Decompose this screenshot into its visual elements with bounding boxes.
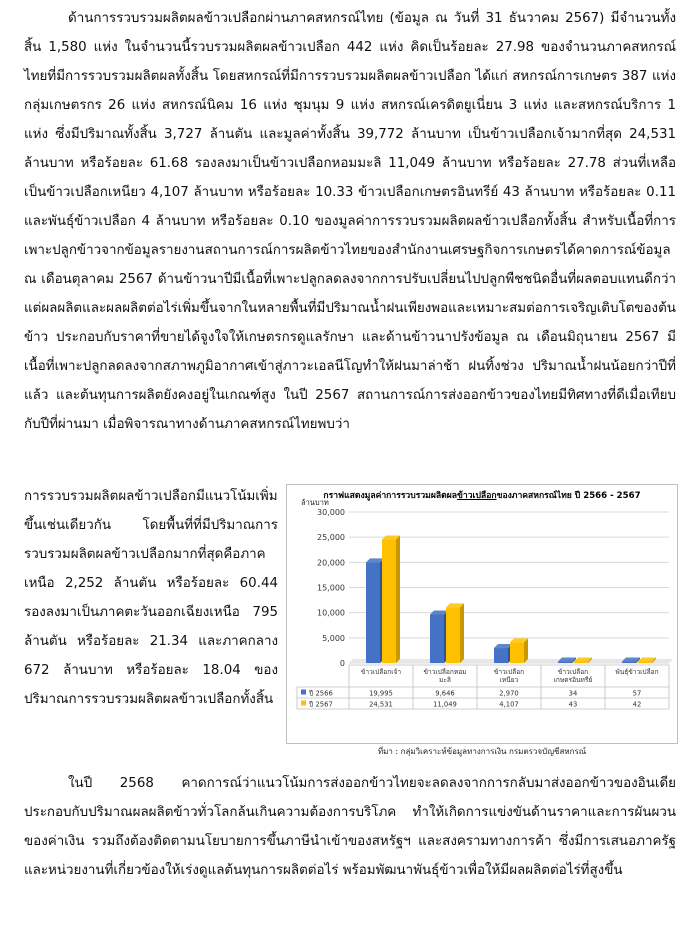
y-tick-label: 30,000 bbox=[317, 508, 345, 517]
data-value-label: 19,995 bbox=[369, 689, 393, 698]
category-label: ข้าวเปลือก bbox=[557, 668, 589, 676]
data-value-label: 57 bbox=[632, 689, 642, 698]
y-tick-label: 5,000 bbox=[322, 633, 345, 643]
category-label: พันธุ์ข้าวเปลือก bbox=[615, 668, 659, 676]
y-tick-label: 25,000 bbox=[317, 533, 345, 543]
bar-1 bbox=[446, 607, 460, 663]
category-label: เหนียว bbox=[499, 676, 519, 684]
bar-0 bbox=[558, 662, 572, 664]
bar-0 bbox=[622, 662, 636, 664]
data-value-label: 9,646 bbox=[435, 689, 455, 698]
chart-source: ที่มา : กลุ่มวิเคราะห์ข้อมูลทางการเงิน กรมตรวจบัญชีสหกรณ์ bbox=[377, 747, 587, 756]
bar-side bbox=[460, 603, 464, 663]
rice-value-chart bbox=[286, 484, 678, 744]
data-value-label: 43 bbox=[568, 700, 578, 709]
chart-plot bbox=[287, 485, 677, 743]
legend-label: ปี 2567 bbox=[309, 700, 333, 709]
bar-1 bbox=[510, 642, 524, 663]
bar-side bbox=[524, 638, 528, 663]
category-label: ข้าวเปลือกหอม bbox=[423, 668, 467, 676]
bar-0 bbox=[494, 648, 508, 663]
bar-side bbox=[396, 536, 400, 663]
data-value-label: 2,970 bbox=[499, 689, 519, 698]
category-label: ข้าวเปลือก bbox=[493, 668, 525, 676]
y-axis-title: ล้านบาท bbox=[301, 498, 329, 507]
legend-label: ปี 2566 bbox=[309, 689, 333, 698]
bar-1 bbox=[574, 662, 588, 664]
category-label: เกษตรอินทรีย์ bbox=[553, 676, 593, 684]
paragraph-outlook: ในปี 2568 คาดการณ์ว่าแนวโน้มการส่งออกข้าวไทยจะลดลงจากการกลับมาส่งออกข้าวของอินเดียประกอบกับปริมาณผลผลิตข้าวทั่วโลกล้นเกินความต้องการบริโภค ทำให้เกิดการแข่งขันด้านราคาและการผันผวนของค่าเงิน รวมถึงต้องติดตามนโยบายการขึ้นภาษีนำเข้าของสหรัฐฯ และสงครามทางการค้า ซึ่งมีการเสนอภาครัฐและหน่วยงานที่เกี่ยวข้องให้เร่งดูแลต้นทุนการผลิตต่อไร่ พร้อมพัฒนาพันธุ์ข้าวเพื่อให้มีผลผลิตต่อไร่ที่สูงขึ้น bbox=[24, 776, 676, 878]
bar-0 bbox=[430, 614, 444, 663]
chart-title-post: ของภาคสหกรณ์ไทย ปี 2566 - 2567 bbox=[496, 491, 641, 501]
legend-swatch-1 bbox=[301, 701, 306, 706]
paragraph-regional: การรวบรวมผลิตผลข้าวเปลือกมีแนวโน้มเพิ่มขึ้นเช่นเดียวกัน โดยพื้นที่ที่มีปริมาณการรวบรวมผลิตผลข้าวเปลือกมากที่สุดคือภาคเหนือ 2,252 ล้านตัน หรือร้อยละ 60.44 รองลงมาเป็นภาคตะวันออกเฉียงเหนือ 795 ล้านตัน หรือร้อยละ 21.34 และภาคกลาง 672 ล้านบาท หรือร้อยละ 18.04 ของปริมาณการรวบรวมผลิตผลข้าวเปลือกทั้งสิ้น bbox=[24, 489, 278, 707]
category-label: ข้าวเปลือกเจ้า bbox=[360, 668, 402, 676]
bar-1 bbox=[382, 540, 396, 663]
data-value-label: 11,049 bbox=[433, 700, 457, 709]
bar-1 bbox=[638, 662, 652, 664]
chart-title-pre: กราฟแสดงมูลค่าการรวบรวมผลิตผล bbox=[323, 491, 458, 501]
paragraph-intro: ด้านการรวบรวมผลิตผลข้าวเปลือกผ่านภาคสหกรณ์ไทย (ข้อมูล ณ วันที่ 31 ธันวาคม 2567) มีจำนวนทั้งสิ้น 1,580 แห่ง ในจำนวนนี้รวบรวมผลิตผลข้าวเปลือก 442 แห่ง คิดเป็นร้อยละ 27.98 ของจำนวนภาคสหกรณ์ไทยที่มีการรวบรวมผลิตผลทั้งสิ้น โดยสหกรณ์ที่มีการรวบรวมผลิตผลข้าวเปลือก ได้แก่ สหกรณ์การเกษตร 387 แห่ง กลุ่มเกษตรกร 26 แห่ง สหกรณ์นิคม 16 แห่ง ชุมนุม 9 แห่ง สหกรณ์เครดิตยูเนี่ยน 3 แห่ง และสหกรณ์บริการ 1 แห่ง ซึ่งมีปริมาณทั้งสิ้น 3,727 ล้านตัน และมูลค่าทั้งสิ้น 39,772 ล้านบาท เป็นข้าวเปลือกเจ้ามากที่สุด 24,531 ล้านบาท หรือร้อยละ 61.68 รองลงมาเป็นข้าวเปลือกหอมมะลิ 11,049 ล้านบาท หรือร้อยละ 27.78 ส่วนที่เหลือเป็นข้าวเปลือกเหนียว 4,107 ล้านบาท หรือร้อยละ 10.33 ข้าวเปลือกเกษตรอินทรีย์ 43 ล้านบาท หรือร้อยละ 0.11 และพันธุ์ข้าวเปลือก 4 ล้านบาท หรือร้อยละ 0.10 ของมูลค่าการรวบรวมผลิตผลข้าวเปลือกทั้งสิ้น สำหรับเนื้อที่การเพาะปลูกข้าวจากข้อมูลรายงานสถานการณ์การผลิตข้าวไทยของสำนักงานเศรษฐกิจการเกษตรได้คาดการณ์ข้อมูล ณ เดือนตุลาคม 2567 ด้านข้าวนาปีมีเนื้อที่เพาะปลูกลดลงจากการปรับเปลี่ยนไปปลูกพืชชนิดอื่นที่ผลตอบแทนดีกว่า แต่ผลผลิตและผลผลิตต่อไร่เพิ่มขึ้นจากในหลายพื้นที่มีปริมาณน้ำฝนเพียงพอและเหมาะสมต่อการเจริญเติบโตของต้นข้าว ประกอบกับราคาที่ขายได้จูงใจให้เกษตรกรดูแลรักษา และด้านข้าวนาปรังข้อมูล ณ เดือนมิถุนายน 2567 มีเนื้อที่เพาะปลูกลดลงจากสภาพภูมิอากาศเข้าสู่ภาวะเอลนีโญทำให้ฝนมาล่าช้า ฝนทิ้งช่วง ปริมาณน้ำฝนน้อยกว่าปีที่แล้ว และต้นทุนการผลิตยังคงอยู่ในเกณฑ์สูง ในปี 2567 สถานการณ์การส่งออกข้าวของไทยมีทิศทางที่ดีเมื่อเทียบกับปีที่ผ่านมา เมื่อพิจารณาทางด้านภาคสหกรณ์ไทยพบว่า bbox=[24, 11, 676, 432]
y-tick-label: 15,000 bbox=[317, 583, 345, 593]
data-value-label: 34 bbox=[568, 689, 578, 698]
data-value-label: 24,531 bbox=[369, 700, 393, 709]
data-value-label: 42 bbox=[632, 700, 642, 709]
y-tick-label: 20,000 bbox=[317, 558, 345, 568]
category-label: มะลิ bbox=[439, 676, 451, 684]
chart-title-underlined: ข้าวเปลือก bbox=[457, 491, 497, 501]
data-value-label: 4,107 bbox=[499, 700, 519, 709]
y-tick-label: 0 bbox=[339, 659, 345, 668]
y-tick-label: 10,000 bbox=[317, 608, 345, 618]
legend-swatch-0 bbox=[301, 690, 306, 695]
bar-0 bbox=[366, 562, 380, 663]
